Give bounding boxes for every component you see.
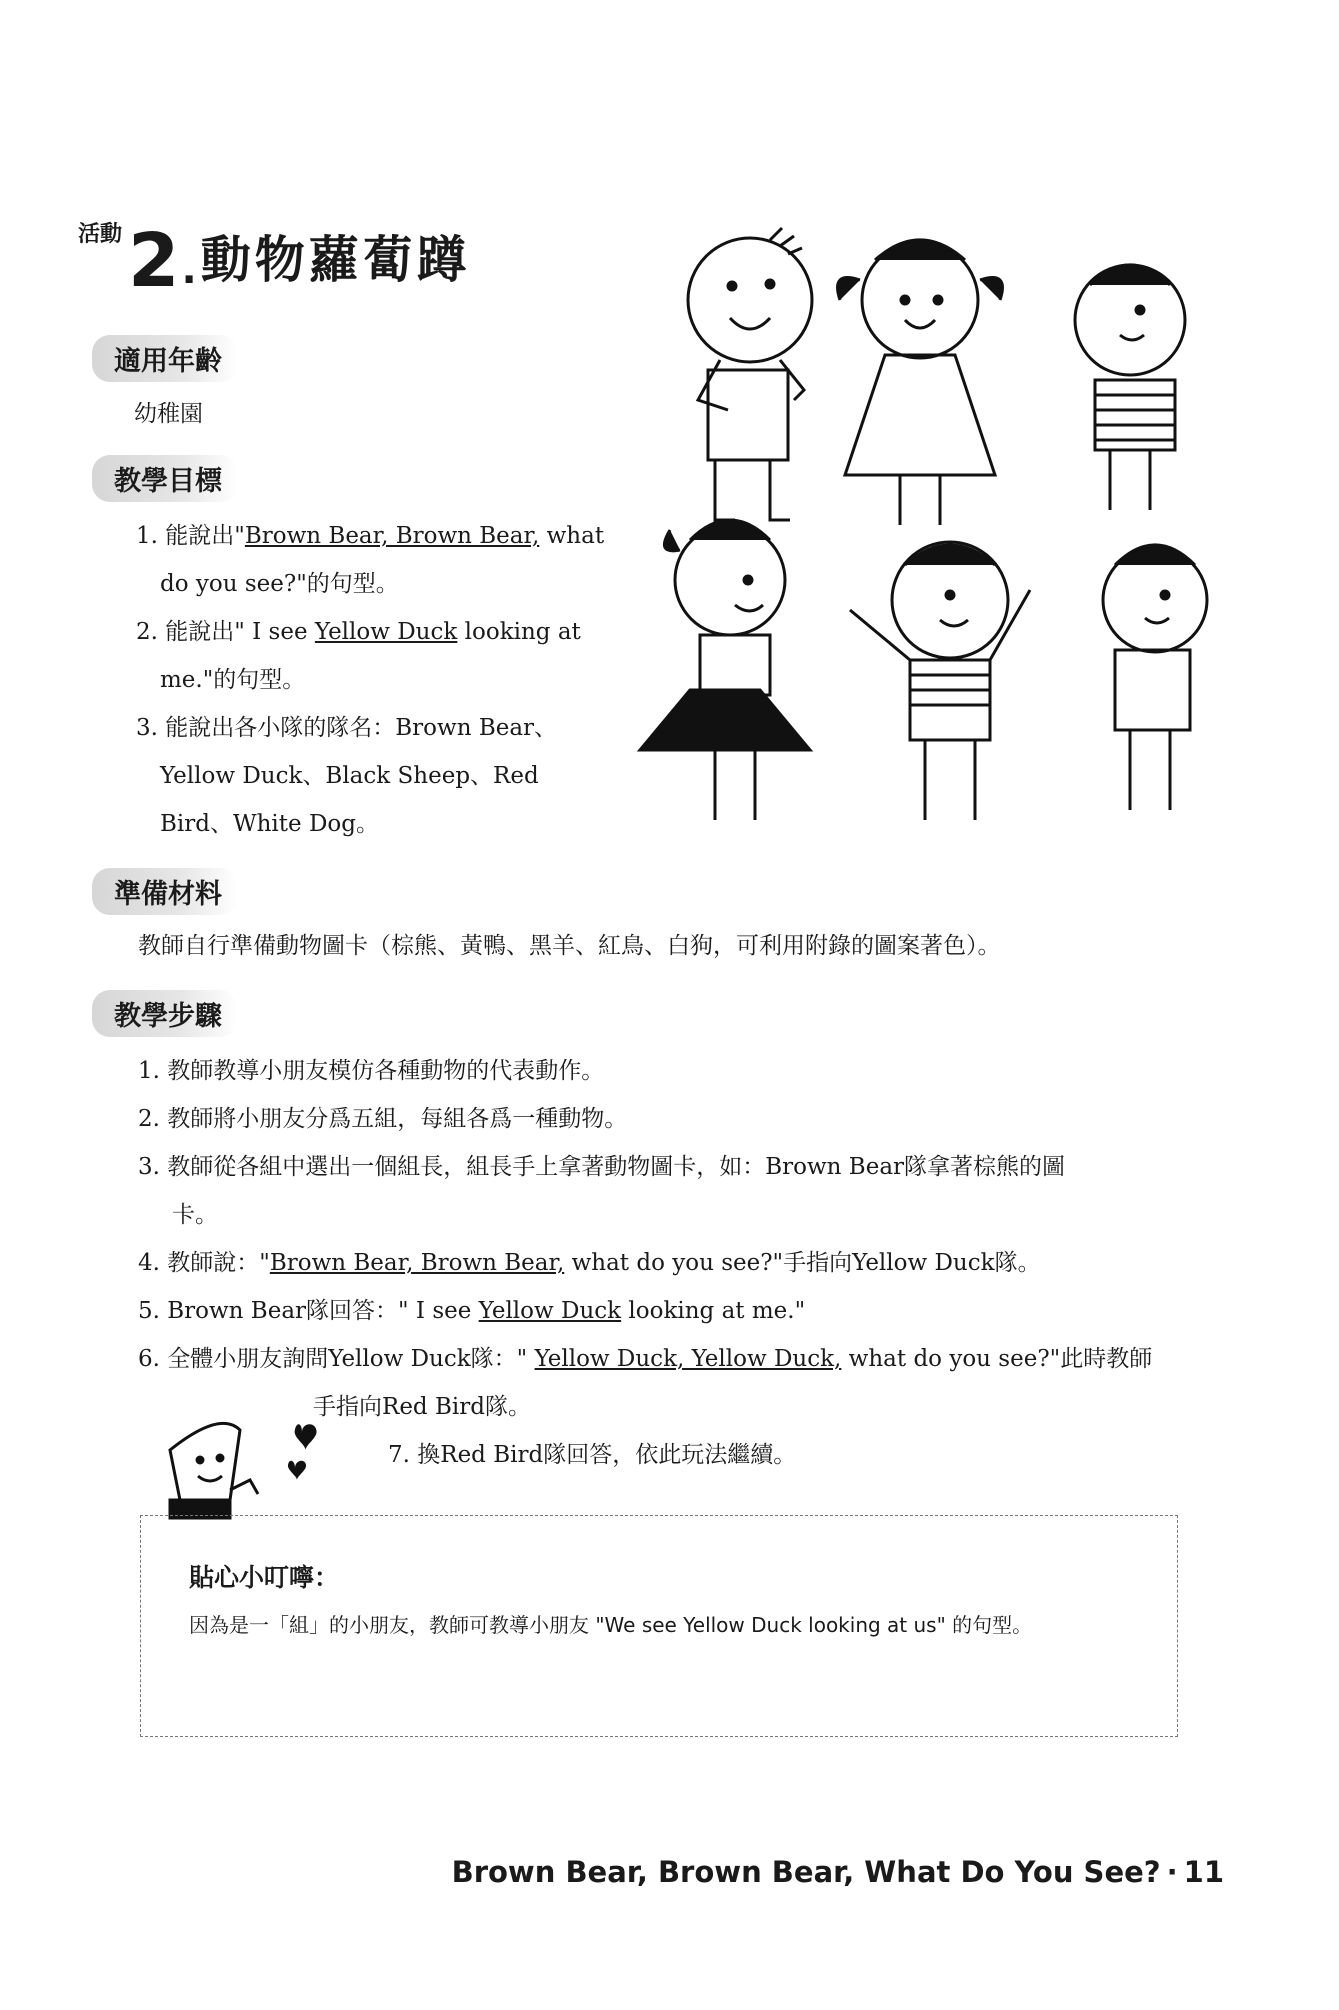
- goal-2: 2. 能說出" I see Yellow Duck looking at: [136, 619, 581, 645]
- goals-heading: 教學目標: [92, 455, 238, 502]
- step-1: 1. 教師教導小朋友模仿各種動物的代表動作。: [138, 1058, 605, 1084]
- page-number: 11: [1183, 1855, 1224, 1889]
- title-prefix: 活動: [78, 222, 123, 247]
- page-footer: [452, 1855, 1224, 1889]
- materials-text: 教師自行準備動物圖卡（棕熊、黃鴨、黑羊、紅鳥、白狗，可利用附錄的圖案著色）。: [138, 933, 1001, 959]
- goal-1: 1. 能說出"Brown Bear, Brown Bear, what: [136, 523, 605, 549]
- children-illustration: [620, 220, 1230, 840]
- step-7: 7. 換Red Bird隊回答，依此玩法繼續。: [388, 1442, 797, 1468]
- step-6-line2: 手指向Red Bird隊。: [313, 1394, 531, 1420]
- goals-list: [136, 512, 616, 848]
- age-value: 幼稚園: [134, 401, 203, 427]
- step-3-line2: 卡。: [172, 1202, 218, 1228]
- goal-3-line2: Yellow Duck、Black Sheep、Red: [160, 763, 539, 789]
- step-3: 3. 教師從各組中選出一個組長，組長手上拿著動物圖卡，如：Brown Bear隊拿著棕熊的圖: [138, 1154, 1066, 1180]
- footer-book-title: Brown Bear, Brown Bear, What Do You See?: [451, 1855, 1161, 1889]
- tip-title: 貼心小叮嚀：: [189, 1563, 340, 1592]
- age-heading: 適用年齡: [92, 335, 238, 382]
- step-2: 2. 教師將小朋友分爲五組，每組各爲一種動物。: [138, 1106, 628, 1132]
- goal-2-line2: me."的句型。: [160, 667, 306, 693]
- steps-heading: 教學步驟: [92, 990, 238, 1037]
- title-dot: .: [181, 247, 197, 293]
- goal-3-line3: Bird、White Dog。: [160, 811, 379, 837]
- tip-text: 因為是一「組」的小朋友，教師可教導小朋友 "We see Yellow Duck looking at us" 的句型。: [189, 1613, 1033, 1637]
- title-text: 動物蘿蔔蹲: [200, 231, 471, 289]
- step-4: 4. 教師說："Brown Bear, Brown Bear, what do you see?"手指向Yellow Duck隊。: [138, 1250, 1041, 1276]
- title-number: 2: [128, 218, 180, 304]
- tip-box: [140, 1515, 1178, 1737]
- footer-separator: ·: [1166, 1855, 1178, 1889]
- activity-title: [78, 208, 471, 304]
- goal-3: 3. 能說出各小隊的隊名：Brown Bear、: [136, 715, 558, 741]
- goal-1-line2: do you see?"的句型。: [160, 571, 399, 597]
- heart-icon: [275, 1420, 335, 1490]
- materials-heading: 準備材料: [92, 868, 238, 915]
- step-5: 5. Brown Bear隊回答：" I see Yellow Duck looking at me.": [138, 1298, 806, 1324]
- step-6: 6. 全體小朋友詢問Yellow Duck隊：" Yellow Duck, Yellow Duck, what do you see?"此時教師: [138, 1346, 1153, 1372]
